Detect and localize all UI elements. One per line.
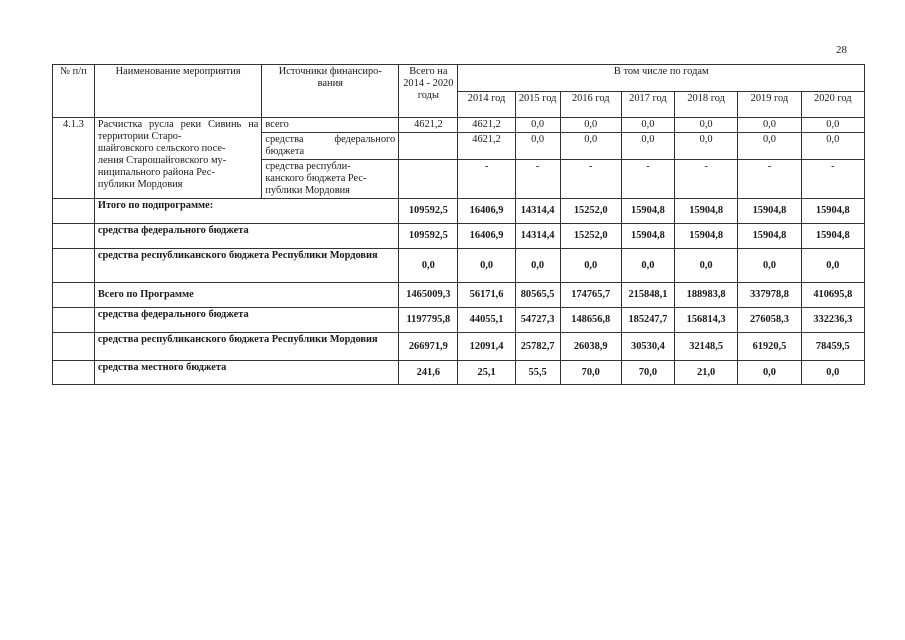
value-cell: 0,0 — [801, 361, 864, 385]
value-cell: 15904,8 — [674, 224, 737, 249]
summary-label: Всего по Программе — [94, 283, 398, 308]
value-cell: 215848,1 — [621, 283, 674, 308]
header-year: 2014 год — [458, 91, 515, 118]
total-cell: 241,6 — [399, 361, 458, 385]
total-cell — [399, 133, 458, 160]
header-year: 2018 год — [674, 91, 737, 118]
value-cell: 0,0 — [515, 249, 560, 283]
value-cell: 0,0 — [738, 249, 801, 283]
value-cell: 332236,3 — [801, 308, 864, 333]
total-cell — [399, 160, 458, 199]
value-cell: 0,0 — [738, 361, 801, 385]
financing-table — [52, 64, 865, 385]
value-cell: - — [515, 160, 560, 199]
summary-label: средства республиканского бюджета Республики Мордовия — [94, 249, 398, 283]
value-cell: 174765,7 — [560, 283, 621, 308]
value-cell: 80565,5 — [515, 283, 560, 308]
value-cell: 16406,9 — [458, 224, 515, 249]
value-cell: 12091,4 — [458, 333, 515, 361]
header-source: Источники финансиро- вания — [262, 65, 399, 118]
value-cell: - — [560, 160, 621, 199]
value-cell: 0,0 — [674, 118, 737, 133]
value-cell: 26038,9 — [560, 333, 621, 361]
value-cell: 15904,8 — [801, 199, 864, 224]
summary-row — [53, 249, 865, 283]
total-cell: 109592,5 — [399, 199, 458, 224]
empty-cell — [53, 361, 95, 385]
empty-cell — [53, 199, 95, 224]
value-cell: 70,0 — [621, 361, 674, 385]
value-cell: 14314,4 — [515, 224, 560, 249]
value-cell: 0,0 — [560, 249, 621, 283]
value-cell: 410695,8 — [801, 283, 864, 308]
value-cell: 4621,2 — [458, 118, 515, 133]
total-cell: 109592,5 — [399, 224, 458, 249]
value-cell: 0,0 — [801, 249, 864, 283]
source-cell: всего — [262, 118, 399, 133]
value-cell: 78459,5 — [801, 333, 864, 361]
value-cell: 15904,8 — [621, 224, 674, 249]
source-cell: средства федерального бюджета — [262, 133, 399, 160]
value-cell: 15252,0 — [560, 224, 621, 249]
header-name: Наименование мероприятия — [94, 65, 262, 118]
value-cell: 14314,4 — [515, 199, 560, 224]
value-cell: 0,0 — [674, 249, 737, 283]
header-num: № п/п — [53, 65, 95, 118]
value-cell: 15904,8 — [621, 199, 674, 224]
total-cell: 1465009,3 — [399, 283, 458, 308]
empty-cell — [53, 308, 95, 333]
value-cell: 54727,3 — [515, 308, 560, 333]
value-cell: 44055,1 — [458, 308, 515, 333]
value-cell: 21,0 — [674, 361, 737, 385]
value-cell: 0,0 — [738, 133, 801, 160]
value-cell: 0,0 — [621, 133, 674, 160]
summary-row — [53, 308, 865, 333]
value-cell: 0,0 — [560, 118, 621, 133]
header-years-group: В том числе по годам — [458, 65, 865, 92]
value-cell: 0,0 — [674, 133, 737, 160]
summary-row — [53, 333, 865, 361]
summary-row — [53, 224, 865, 249]
value-cell: 0,0 — [515, 133, 560, 160]
value-cell: - — [738, 160, 801, 199]
value-cell: 0,0 — [801, 133, 864, 160]
summary-row — [53, 361, 865, 385]
summary-label: Итого по подпрограмме: — [94, 199, 398, 224]
total-cell: 1197795,8 — [399, 308, 458, 333]
value-cell: 16406,9 — [458, 199, 515, 224]
value-cell: 0,0 — [515, 118, 560, 133]
value-cell: - — [458, 160, 515, 199]
total-cell: 0,0 — [399, 249, 458, 283]
total-cell: 4621,2 — [399, 118, 458, 133]
total-cell: 266971,9 — [399, 333, 458, 361]
value-cell: 0,0 — [738, 118, 801, 133]
value-cell: 15904,8 — [674, 199, 737, 224]
empty-cell — [53, 333, 95, 361]
header-year: 2017 год — [621, 91, 674, 118]
page-number: 28 — [836, 44, 847, 56]
header-year: 2015 год — [515, 91, 560, 118]
value-cell: 0,0 — [458, 249, 515, 283]
summary-label: средства местного бюджета — [94, 361, 398, 385]
value-cell: 15904,8 — [738, 224, 801, 249]
value-cell: 55,5 — [515, 361, 560, 385]
value-cell: 4621,2 — [458, 133, 515, 160]
value-cell: - — [621, 160, 674, 199]
value-cell: 32148,5 — [674, 333, 737, 361]
value-cell: 0,0 — [621, 118, 674, 133]
value-cell: - — [801, 160, 864, 199]
header-year: 2019 год — [738, 91, 801, 118]
value-cell: 15904,8 — [738, 199, 801, 224]
value-cell: 185247,7 — [621, 308, 674, 333]
header-row-1 — [53, 65, 865, 92]
empty-cell — [53, 224, 95, 249]
value-cell: 188983,8 — [674, 283, 737, 308]
value-cell: 148656,8 — [560, 308, 621, 333]
value-cell: 15252,0 — [560, 199, 621, 224]
header-total: Всего на 2014 - 2020 годы — [399, 65, 458, 118]
value-cell: 30530,4 — [621, 333, 674, 361]
activity-num: 4.1.3 — [53, 118, 95, 199]
activity-name: Расчистка русла реки Сивинь на территории Старо- шайговского сельского посе- ления Старошайговского му- ниципального района Рес- публики Мордовия — [94, 118, 262, 199]
empty-cell — [53, 283, 95, 308]
value-cell: 70,0 — [560, 361, 621, 385]
source-cell: средства республи- канского бюджета Рес- публики Мордовия — [262, 160, 399, 199]
value-cell: 276058,3 — [738, 308, 801, 333]
value-cell: 25,1 — [458, 361, 515, 385]
activity-row — [53, 118, 865, 133]
value-cell: 25782,7 — [515, 333, 560, 361]
value-cell: 56171,6 — [458, 283, 515, 308]
value-cell: 15904,8 — [801, 224, 864, 249]
value-cell: - — [674, 160, 737, 199]
value-cell: 0,0 — [560, 133, 621, 160]
summary-row — [53, 199, 865, 224]
value-cell: 0,0 — [621, 249, 674, 283]
header-year: 2016 год — [560, 91, 621, 118]
value-cell: 337978,8 — [738, 283, 801, 308]
value-cell: 61920,5 — [738, 333, 801, 361]
summary-label: средства федерального бюджета — [94, 308, 398, 333]
value-cell: 0,0 — [801, 118, 864, 133]
summary-label: средства республиканского бюджета Республики Мордовия — [94, 333, 398, 361]
summary-row — [53, 283, 865, 308]
empty-cell — [53, 249, 95, 283]
summary-label: средства федерального бюджета — [94, 224, 398, 249]
header-year: 2020 год — [801, 91, 864, 118]
value-cell: 156814,3 — [674, 308, 737, 333]
